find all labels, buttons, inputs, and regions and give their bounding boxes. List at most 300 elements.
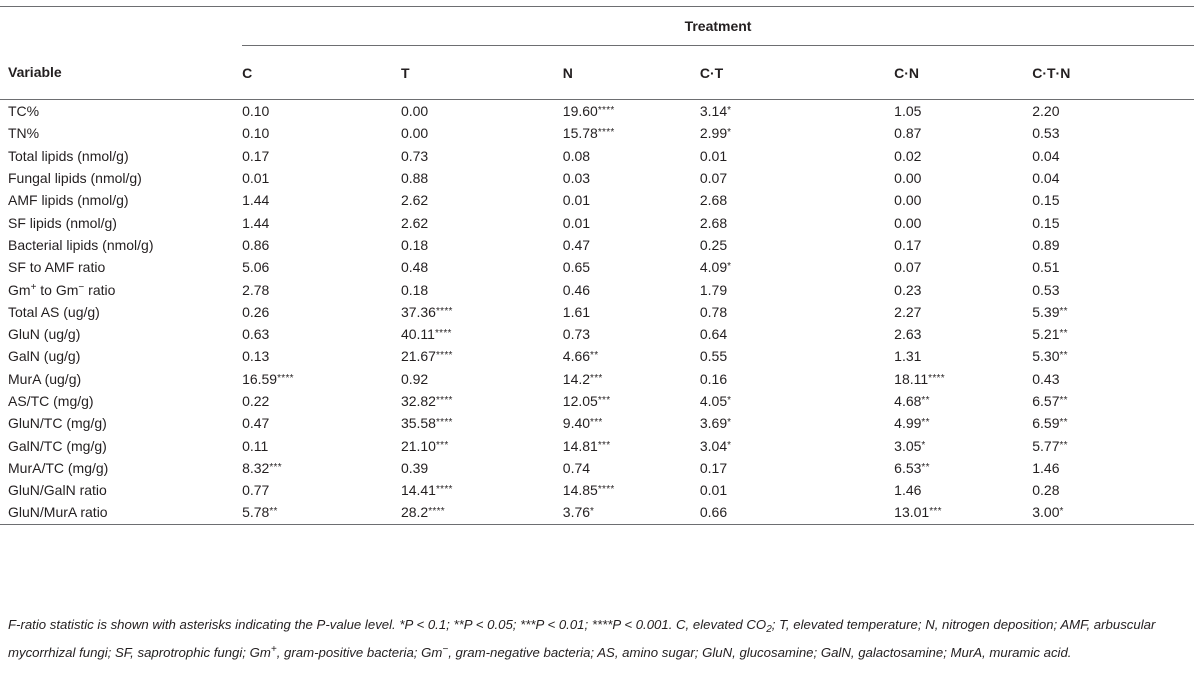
significance-asterisks: *** [435, 439, 449, 451]
significance-asterisks: **** [435, 350, 453, 362]
cell-c [242, 256, 401, 278]
cell-value: 0.17 [242, 147, 270, 164]
cell-cn [894, 345, 1032, 367]
cell-value: 15.78 [562, 125, 598, 142]
cell-n [563, 390, 700, 412]
cell-value: 0.10 [242, 103, 270, 120]
significance-asterisks: **** [597, 105, 615, 117]
cell-c [242, 345, 401, 367]
cell-value: 0.25 [699, 236, 728, 253]
cell-t [401, 278, 563, 300]
cell-value: 8.32 [242, 459, 270, 476]
cell-ctn [1032, 167, 1194, 189]
cell-value: 14.2 [562, 370, 591, 387]
cell-value: 0.87 [894, 125, 922, 142]
footnote-sup-plus: + [270, 643, 277, 655]
cell-value: 0.47 [242, 415, 270, 432]
cell-cn [894, 278, 1032, 300]
cell-ctn [1032, 145, 1194, 167]
cell-value: 5.06 [242, 259, 270, 276]
cell-value: 0.53 [1032, 281, 1060, 298]
cell-value: 16.59 [242, 370, 278, 387]
cell-value: 4.99 [894, 415, 922, 432]
cell-t [401, 323, 563, 345]
treatment-header: Treatment [684, 18, 752, 34]
cell-value: 5.39 [1032, 303, 1060, 320]
cell-value: 21.67 [400, 348, 436, 365]
cell-value: 0.55 [699, 348, 728, 365]
row-label: SF to AMF ratio [8, 259, 106, 276]
table-row [0, 501, 1194, 524]
column-header-row [0, 46, 1194, 100]
cell-c [242, 145, 401, 167]
row-label: TC% [8, 103, 40, 120]
cell-value: 2.99 [699, 125, 728, 142]
cell-c [242, 323, 401, 345]
cell-c [242, 189, 401, 211]
cell-t [401, 211, 563, 233]
cell-value: 0.01 [562, 214, 591, 231]
cell-value: 0.17 [894, 236, 922, 253]
cell-ct [700, 390, 894, 412]
footnote-sup-minus: − [442, 643, 449, 655]
cell-n [563, 234, 700, 256]
table-row [0, 211, 1194, 233]
cell-value: 2.68 [699, 214, 728, 231]
cell-value: 2.62 [400, 192, 429, 209]
table-row [0, 122, 1194, 144]
cell-value: 2.62 [400, 214, 429, 231]
cell-value: 0.16 [699, 370, 728, 387]
cell-n [563, 145, 700, 167]
cell-cn [894, 211, 1032, 233]
cell-value: 0.00 [400, 125, 429, 142]
cell-ct [700, 100, 894, 123]
cell-n [563, 412, 700, 434]
cell-value: 0.10 [242, 125, 270, 142]
cell-value: 0.88 [400, 170, 429, 187]
cell-n [563, 457, 700, 479]
cell-value: 0.18 [400, 281, 429, 298]
cell-ctn [1032, 390, 1194, 412]
row-label: MurA (ug/g) [8, 370, 82, 387]
cell-ct [700, 278, 894, 300]
cell-value: 0.13 [242, 348, 270, 365]
cell-value: 6.53 [894, 459, 922, 476]
cell-n [563, 167, 700, 189]
cell-ctn [1032, 479, 1194, 501]
row-label-part: + [30, 281, 37, 293]
table-row [0, 100, 1194, 123]
cell-value: 2.20 [1032, 103, 1060, 120]
cell-value: 13.01 [894, 504, 930, 521]
cell-cn [894, 167, 1032, 189]
significance-asterisks: ** [269, 506, 278, 518]
cell-cn [894, 501, 1032, 524]
cell-value: 3.14 [699, 103, 728, 120]
cell-value: 0.04 [1032, 147, 1060, 164]
cell-c [242, 479, 401, 501]
cell-value: 3.00 [1032, 504, 1060, 521]
cell-value: 0.46 [562, 281, 591, 298]
cell-t [401, 479, 563, 501]
cell-ct [700, 479, 894, 501]
cell-value: 37.36 [400, 303, 436, 320]
cell-value: 12.05 [562, 393, 598, 409]
cell-cn [894, 189, 1032, 211]
column-header-n: N [563, 46, 700, 100]
cell-ct [700, 211, 894, 233]
cell-value: 0.15 [1032, 192, 1060, 209]
cell-ctn [1032, 434, 1194, 456]
table-row [0, 390, 1194, 412]
significance-asterisks: * [590, 506, 595, 518]
cell-t [401, 167, 563, 189]
cell-t [401, 234, 563, 256]
row-label: GluN/MurA ratio [8, 504, 108, 521]
significance-asterisks: * [727, 395, 732, 406]
cell-value: 0.04 [1032, 170, 1060, 187]
cell-value: 40.11 [400, 326, 435, 343]
cell-ctn [1032, 412, 1194, 434]
cell-c [242, 122, 401, 144]
cell-c [242, 211, 401, 233]
significance-asterisks: *** [269, 461, 282, 473]
row-label: GluN (ug/g) [8, 326, 81, 343]
cell-cn [894, 457, 1032, 479]
cell-value: 0.01 [242, 170, 270, 187]
footnote-text-1: F-ratio statistic is shown with asterisks indicating the P-value level. *P < 0.1; **P < 0.05; ***P < 0.01; ****P < 0.001. C, elevated CO [8, 617, 767, 632]
cell-c [242, 234, 401, 256]
cell-cn [894, 301, 1032, 323]
cell-ctn [1032, 323, 1194, 345]
cell-value: 1.31 [894, 348, 922, 365]
cell-n [563, 189, 700, 211]
significance-asterisks: ** [1059, 305, 1068, 317]
cell-value: 32.82 [400, 393, 436, 409]
column-header-cn: C·N [894, 46, 1032, 100]
cell-value: 4.66 [562, 348, 591, 365]
cell-ctn [1032, 457, 1194, 479]
cell-cn [894, 368, 1032, 390]
cell-value: 5.21 [1032, 326, 1060, 343]
cell-cn [894, 323, 1032, 345]
cell-value: 0.86 [242, 236, 270, 253]
cell-value: 0.66 [699, 504, 728, 521]
significance-asterisks: ** [590, 350, 599, 362]
cell-value: 2.68 [699, 192, 728, 209]
cell-value: 19.60 [562, 103, 598, 120]
cell-cn [894, 122, 1032, 144]
table-row [0, 145, 1194, 167]
cell-ct [700, 323, 894, 345]
table-body [0, 100, 1194, 525]
cell-ct [700, 434, 894, 456]
cell-value: 0.63 [242, 326, 270, 343]
cell-c [242, 457, 401, 479]
cell-value: 0.78 [699, 303, 728, 320]
cell-value: 0.65 [562, 259, 591, 276]
cell-t [401, 345, 563, 367]
cell-value: 0.01 [699, 482, 728, 499]
column-header-ctn: C·T·N [1032, 46, 1194, 100]
cell-cn [894, 145, 1032, 167]
significance-asterisks: **** [597, 484, 615, 496]
cell-value: 0.11 [242, 437, 269, 454]
cell-n [563, 122, 700, 144]
cell-cn [894, 479, 1032, 501]
significance-asterisks: * [727, 261, 732, 273]
cell-ctn [1032, 368, 1194, 390]
table-row [0, 256, 1194, 278]
cell-value: 0.02 [894, 147, 922, 164]
cell-c [242, 100, 401, 123]
cell-n [563, 434, 700, 456]
cell-ct [700, 167, 894, 189]
cell-n [563, 501, 700, 524]
cell-value: 14.81 [562, 437, 598, 454]
table-row [0, 345, 1194, 367]
table-row [0, 278, 1194, 300]
cell-ct [700, 501, 894, 524]
row-label: Total AS (ug/g) [8, 303, 100, 320]
cell-c [242, 167, 401, 189]
cell-ctn [1032, 122, 1194, 144]
row-label: Bacterial lipids (nmol/g) [8, 236, 154, 253]
cell-value: 4.05 [699, 393, 728, 409]
column-header-variable: Variable [8, 64, 62, 81]
cell-c [242, 434, 401, 456]
cell-value: 3.69 [699, 415, 728, 432]
table-row [0, 368, 1194, 390]
row-label-part: ratio [84, 281, 116, 298]
cell-t [401, 412, 563, 434]
cell-value: 0.17 [699, 459, 728, 476]
cell-value: 1.46 [894, 482, 922, 499]
cell-value: 2.63 [894, 326, 922, 343]
cell-value: 0.51 [1032, 259, 1060, 276]
cell-n [563, 368, 700, 390]
group-header-row [0, 7, 1194, 46]
cell-c [242, 301, 401, 323]
cell-value: 0.28 [1032, 482, 1060, 499]
column-header-ct: C·T [700, 46, 894, 100]
cell-value: 0.08 [562, 147, 591, 164]
cell-value: 5.77 [1032, 437, 1060, 454]
significance-asterisks: ** [921, 417, 930, 429]
cell-value: 0.26 [242, 303, 270, 320]
cell-c [242, 368, 401, 390]
f-ratio-table [0, 6, 1194, 525]
cell-n [563, 211, 700, 233]
cell-value: 2.78 [242, 281, 270, 298]
cell-n [563, 100, 700, 123]
table-row [0, 479, 1194, 501]
cell-ctn [1032, 501, 1194, 524]
significance-asterisks: ** [1059, 439, 1068, 451]
cell-t [401, 189, 563, 211]
cell-value: 0.47 [562, 236, 591, 253]
cell-value: 0.01 [699, 147, 728, 164]
cell-ct [700, 234, 894, 256]
significance-asterisks: *** [929, 506, 942, 518]
significance-asterisks: ** [921, 395, 930, 406]
cell-value: 1.61 [562, 303, 591, 320]
cell-value: 9.40 [562, 415, 591, 432]
footnote-text-3: , gram-positive bacteria; Gm [276, 644, 443, 660]
significance-asterisks: ** [1059, 350, 1068, 362]
cell-t [401, 122, 563, 144]
cell-value: 0.73 [400, 147, 429, 164]
cell-value: 6.59 [1032, 415, 1060, 432]
significance-asterisks: ** [1059, 395, 1068, 406]
cell-ct [700, 122, 894, 144]
significance-asterisks: **** [277, 372, 294, 384]
cell-value: 0.53 [1032, 125, 1060, 142]
cell-t [401, 501, 563, 524]
cell-cn [894, 256, 1032, 278]
cell-t [401, 145, 563, 167]
cell-value: 4.09 [699, 259, 728, 276]
cell-value: 0.73 [562, 326, 591, 343]
cell-value: 14.85 [562, 482, 598, 499]
cell-c [242, 501, 401, 524]
table-row [0, 434, 1194, 456]
cell-n [563, 278, 700, 300]
significance-asterisks: **** [428, 506, 445, 518]
cell-cn [894, 434, 1032, 456]
cell-value: 0.00 [894, 214, 922, 231]
cell-ctn [1032, 301, 1194, 323]
cell-value: 1.44 [242, 214, 270, 231]
cell-t [401, 390, 563, 412]
column-header-t: T [401, 46, 563, 100]
table-row [0, 412, 1194, 434]
row-label: GluN/GalN ratio [8, 482, 107, 499]
cell-cn [894, 100, 1032, 123]
cell-value: 5.30 [1032, 348, 1060, 365]
significance-asterisks: * [727, 127, 732, 139]
cell-t [401, 434, 563, 456]
footnote-text-4: , gram-negative bacteria; AS, amino sugar; GluN, glucosamine; GalN, galactosamine; MurA, muramic acid. [448, 644, 1072, 660]
significance-asterisks: **** [435, 305, 453, 317]
row-label: Total lipids (nmol/g) [8, 147, 129, 164]
cell-value: 0.01 [562, 192, 591, 209]
table-row [0, 167, 1194, 189]
row-label: TN% [8, 125, 40, 142]
cell-ctn [1032, 100, 1194, 123]
cell-ct [700, 345, 894, 367]
significance-asterisks: **** [435, 417, 453, 429]
cell-value: 0.18 [400, 236, 429, 253]
cell-value: 0.00 [894, 170, 922, 187]
significance-asterisks: **** [434, 328, 452, 340]
significance-asterisks: *** [597, 395, 611, 406]
cell-t [401, 457, 563, 479]
significance-asterisks: * [727, 105, 732, 117]
cell-ctn [1032, 278, 1194, 300]
cell-value: 3.05 [894, 437, 922, 454]
cell-n [563, 479, 700, 501]
cell-value: 21.10 [400, 437, 436, 454]
column-header-c: C [242, 46, 401, 100]
significance-asterisks: *** [590, 372, 603, 384]
row-label: AMF lipids (nmol/g) [8, 192, 129, 209]
cell-value: 0.03 [562, 170, 591, 187]
cell-value: 3.76 [562, 504, 591, 521]
significance-asterisks: *** [590, 417, 603, 429]
row-label: Fungal lipids (nmol/g) [8, 170, 142, 187]
cell-value: 1.05 [894, 103, 922, 120]
row-label-part: − [78, 281, 85, 293]
cell-cn [894, 234, 1032, 256]
significance-asterisks: **** [435, 484, 453, 496]
cell-ct [700, 256, 894, 278]
significance-asterisks: ** [1059, 328, 1068, 340]
table-row [0, 457, 1194, 479]
cell-value: 4.68 [894, 393, 922, 409]
cell-n [563, 323, 700, 345]
row-label [0, 278, 242, 300]
row-label: GalN (ug/g) [8, 348, 81, 365]
cell-cn [894, 390, 1032, 412]
cell-c [242, 412, 401, 434]
cell-c [242, 278, 401, 300]
cell-value: 0.23 [894, 281, 922, 298]
table-row [0, 234, 1194, 256]
cell-c [242, 390, 401, 412]
cell-value: 28.2 [400, 504, 429, 521]
cell-n [563, 345, 700, 367]
cell-value: 1.79 [699, 281, 728, 298]
cell-ct [700, 145, 894, 167]
cell-t [401, 301, 563, 323]
significance-asterisks: **** [435, 395, 453, 406]
footnote-text-2: ; T, elevated temperature; N, nitrogen deposition; AMF, arbuscular mycorrhizal fungi; SF, saprotrophic fungi; Gm [8, 617, 1156, 660]
cell-value: 0.00 [894, 192, 922, 209]
row-label-part: to Gm [36, 281, 79, 298]
row-label: SF lipids (nmol/g) [8, 214, 117, 231]
row-label: AS/TC (mg/g) [8, 393, 94, 409]
table-footnote [8, 615, 1192, 662]
cell-ct [700, 412, 894, 434]
cell-value: 0.07 [699, 170, 728, 187]
cell-n [563, 301, 700, 323]
cell-ctn [1032, 211, 1194, 233]
cell-value: 1.46 [1032, 459, 1060, 476]
cell-ctn [1032, 189, 1194, 211]
cell-ct [700, 368, 894, 390]
cell-cn [894, 412, 1032, 434]
cell-n [563, 256, 700, 278]
row-label: GluN/TC (mg/g) [8, 415, 107, 432]
table-row [0, 189, 1194, 211]
cell-value: 0.74 [562, 459, 591, 476]
row-label-part: Gm [8, 281, 31, 298]
cell-value: 0.00 [400, 103, 429, 120]
cell-value: 0.39 [400, 459, 429, 476]
cell-value: 3.04 [699, 437, 728, 454]
significance-asterisks: ** [921, 461, 930, 473]
cell-ct [700, 301, 894, 323]
cell-t [401, 100, 563, 123]
cell-value: 0.64 [699, 326, 728, 343]
footnote-subscript-2: 2 [766, 624, 772, 635]
significance-asterisks: *** [597, 439, 611, 451]
cell-value: 6.57 [1032, 393, 1060, 409]
cell-value: 0.89 [1032, 236, 1060, 253]
cell-value: 0.92 [400, 370, 429, 387]
